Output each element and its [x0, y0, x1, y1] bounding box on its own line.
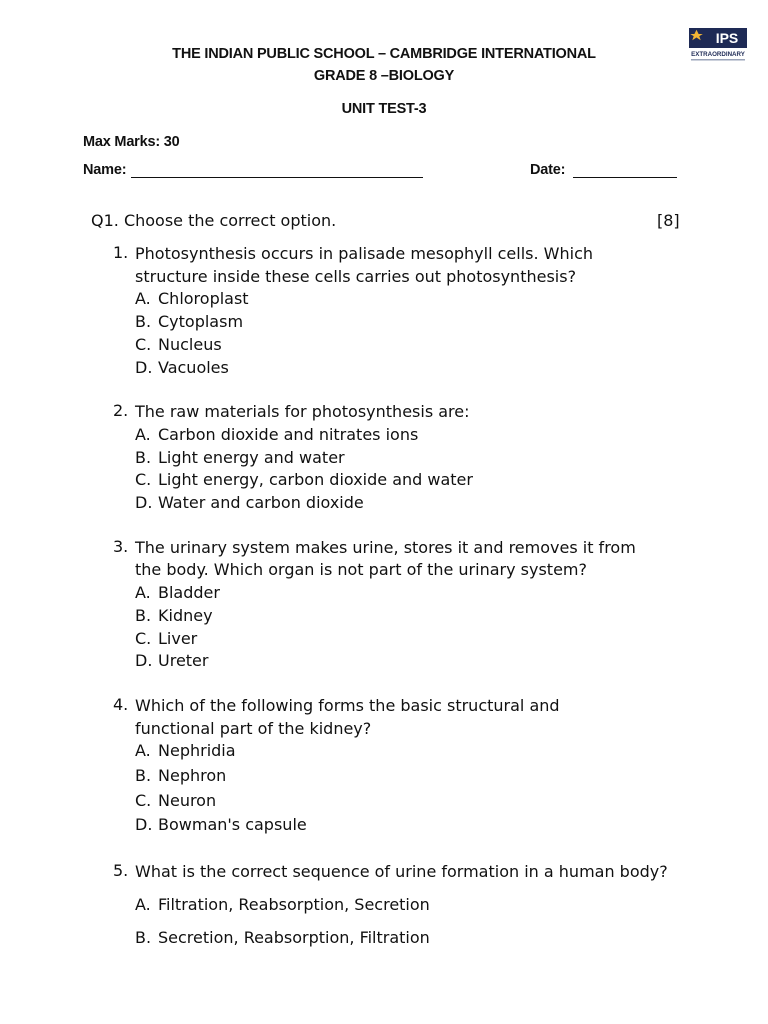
question-text: The raw materials for photosynthesis are: [135, 402, 470, 422]
option-text: Light energy, carbon dioxide and water [158, 470, 473, 490]
option-text: Vacuoles [158, 357, 229, 377]
option-letter: B. [135, 927, 152, 947]
option-a [135, 424, 753, 447]
option-a [135, 740, 753, 763]
name-line[interactable] [131, 177, 423, 178]
date-line[interactable] [573, 177, 677, 178]
option-d [135, 814, 753, 837]
option-letter: B. [135, 605, 152, 625]
option-letter: A. [135, 741, 151, 761]
school-name: THE INDIAN PUBLIC SCHOOL – CAMBRIDGE INTERNATIONAL [172, 46, 596, 62]
logo-text: IPS [715, 30, 739, 46]
option-letter: D. [135, 651, 153, 671]
option-letter: A. [135, 583, 151, 603]
option-letter: B. [135, 312, 152, 332]
option-text: Nucleus [158, 334, 222, 354]
option-text: Carbon dioxide and nitrates ions [158, 424, 419, 444]
option-text: Chloroplast [158, 289, 249, 309]
option-letter: D. [135, 815, 153, 835]
option-a [135, 288, 753, 311]
question-3 [113, 537, 753, 673]
option-text: Kidney [158, 605, 213, 625]
option-b [135, 311, 753, 334]
option-text: Light energy and water [158, 447, 345, 467]
option-text: Liver [158, 628, 198, 648]
option-letter: B. [135, 766, 152, 786]
option-letter: C. [135, 628, 152, 648]
question-1 [113, 243, 753, 379]
question-number: 4. [113, 694, 129, 714]
school-logo [689, 28, 747, 62]
option-text: Neuron [158, 790, 217, 810]
name-label: Name: [83, 162, 127, 178]
question-list [113, 243, 753, 949]
option-b [135, 927, 753, 950]
date-label: Date: [530, 162, 566, 178]
question-number: 5. [113, 861, 129, 881]
option-letter: D. [135, 357, 153, 377]
option-text: Secretion, Reabsorption, Filtration [158, 927, 430, 947]
question-number: 1. [113, 243, 129, 262]
section-marks: [8] [657, 211, 680, 230]
option-letter: B. [135, 447, 152, 467]
option-d [135, 357, 753, 380]
option-c [135, 628, 753, 651]
option-text: Bladder [158, 583, 220, 603]
option-text: Filtration, Reabsorption, Secretion [158, 894, 430, 914]
option-letter: C. [135, 470, 152, 490]
option-letter: C. [135, 790, 152, 810]
option-c [135, 790, 753, 813]
option-c [135, 334, 753, 357]
logo-caption: EXTRAORDINARY [691, 51, 745, 58]
question-2 [113, 401, 753, 515]
option-letter: D. [135, 493, 153, 513]
option-text: Cytoplasm [158, 312, 244, 332]
max-marks: Max Marks: 30 [83, 134, 180, 150]
question-4 [113, 695, 753, 837]
option-b [135, 765, 753, 788]
question-text: Which of the following forms the basic structural and functional part of the kidney? [135, 695, 560, 738]
grade-subject: GRADE 8 –BIOLOGY [313, 68, 455, 84]
section-title: Q1. Choose the correct option. [91, 211, 337, 230]
option-text: Ureter [158, 651, 209, 671]
option-d [135, 492, 753, 515]
question-text: Photosynthesis occurs in palisade mesophyll cells. Which structure inside these cells carries out photosynthesis? [135, 244, 593, 286]
question-text: The urinary system makes urine, stores it and removes it from the body. Which organ is not part of the urinary system? [135, 537, 636, 580]
option-b [135, 605, 753, 628]
option-c [135, 469, 753, 492]
question-5 [113, 861, 753, 949]
option-letter: A. [135, 289, 151, 309]
option-letter: A. [135, 894, 151, 914]
option-text: Bowman's capsule [158, 815, 307, 835]
option-d [135, 650, 753, 673]
option-letter: A. [135, 424, 151, 444]
test-title: UNIT TEST-3 [341, 101, 427, 117]
option-a [135, 582, 753, 605]
option-text: Water and carbon dioxide [158, 493, 364, 513]
option-letter: C. [135, 334, 152, 354]
option-a [135, 894, 753, 917]
question-number: 2. [113, 401, 129, 421]
option-b [135, 447, 753, 470]
question-text: What is the correct sequence of urine formation in a human body? [135, 862, 668, 882]
option-text: Nephridia [158, 741, 236, 761]
option-text: Nephron [158, 766, 227, 786]
question-number: 3. [113, 536, 129, 556]
